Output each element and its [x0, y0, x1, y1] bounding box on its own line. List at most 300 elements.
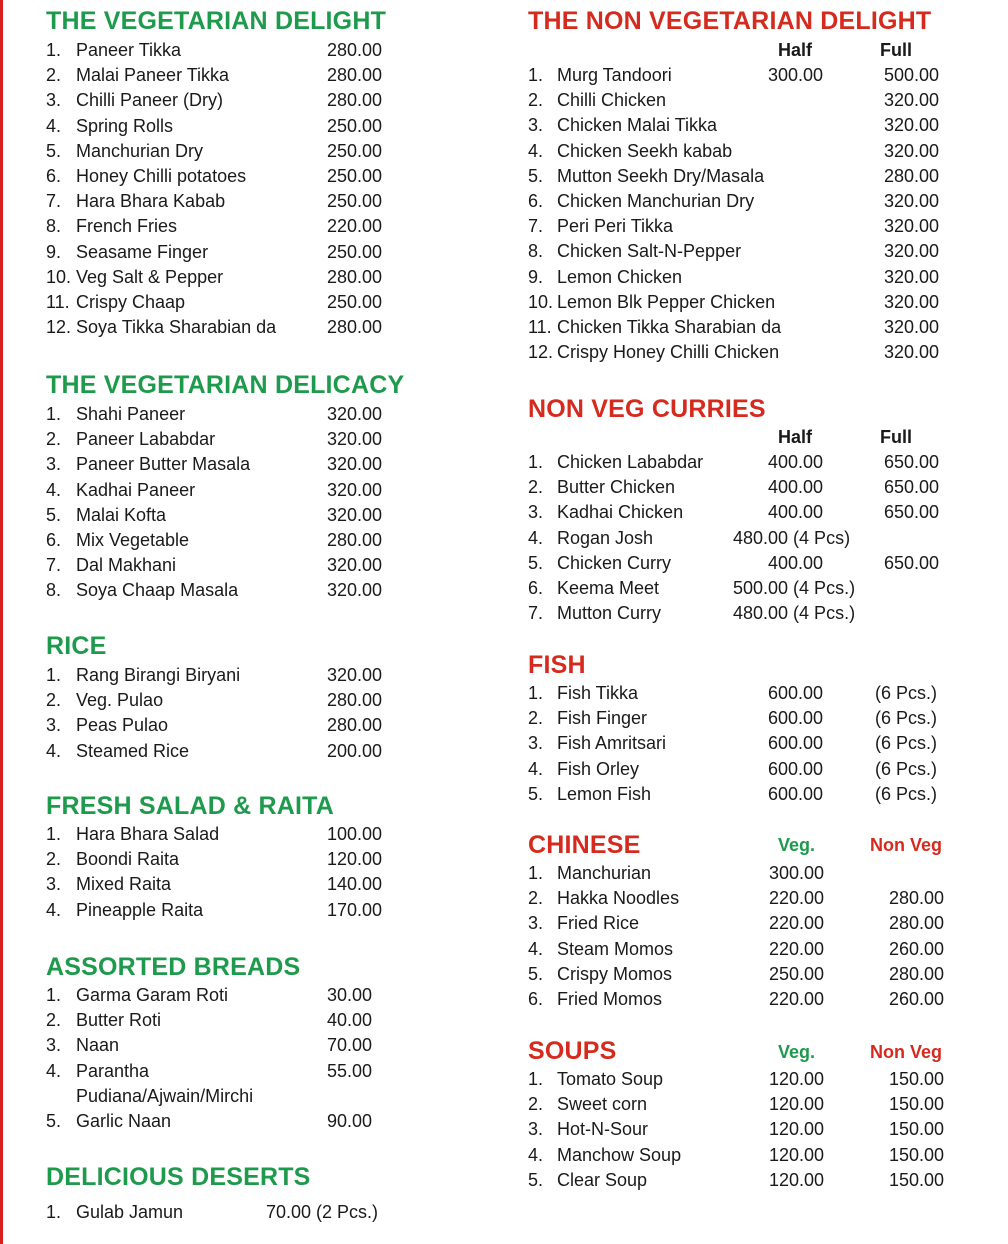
menu-item [528, 1143, 968, 1168]
menu-item [46, 528, 476, 553]
item-price-b: 650.00 [884, 452, 940, 472]
item-name: Crispy Chaap [76, 292, 186, 312]
item-price-b: 150.00 [889, 1119, 945, 1140]
item-name: Fried Rice [557, 913, 640, 934]
item-name: Chicken Salt-N-Pepper [557, 241, 742, 262]
item-number: 8. [528, 241, 544, 262]
item-price: 320.00 [327, 665, 383, 685]
menu-item [46, 63, 476, 88]
item-price: 250.00 [327, 191, 383, 212]
item-price-a: 400.00 [768, 552, 824, 573]
item-price-b: 260.00 [889, 989, 945, 1009]
item-price-b: 320.00 [884, 317, 940, 337]
item-price-a: 400.00 [768, 502, 824, 523]
menu-item [528, 189, 968, 214]
item-price: 220.00 [327, 216, 383, 237]
item-name: Paneer Butter Masala [76, 454, 251, 475]
item-price-b: 320.00 [884, 191, 940, 211]
item-number: 1. [528, 683, 544, 703]
item-price: 320.00 [327, 404, 383, 424]
menu-item [46, 983, 476, 1008]
item-name: Steamed Rice [76, 740, 190, 761]
item-name: Mutton Seekh Dry/Masala [557, 165, 765, 186]
menu-item [46, 1008, 476, 1033]
menu-item [46, 663, 476, 688]
item-name: Boondi Raita [76, 849, 180, 870]
item-number: 3. [46, 90, 62, 111]
item-price: 30.00 [327, 985, 373, 1005]
menu-item [46, 688, 476, 713]
item-number: 1. [528, 65, 544, 85]
item-number: 2. [46, 65, 62, 86]
menu-item [528, 861, 968, 886]
item-number: 4. [528, 938, 544, 959]
item-price: 280.00 [327, 266, 383, 287]
item-price: 200.00 [327, 740, 383, 761]
section-title: SOUPS [528, 1037, 617, 1065]
item-name: Mixed Raita [76, 874, 172, 895]
item-number: 12. [528, 342, 554, 363]
item-price: 250.00 [327, 166, 383, 186]
item-price-a: 220.00 [769, 888, 825, 909]
item-name: Garlic Naan [76, 1111, 172, 1131]
menu-item [46, 503, 476, 528]
item-price-b: (6 Pcs.) [875, 783, 938, 804]
menu-item [528, 526, 968, 551]
item-price-a: 300.00 [768, 65, 824, 85]
item-price-b: (6 Pcs.) [875, 733, 938, 754]
item-price: 250.00 [327, 115, 383, 136]
item-number: 2. [528, 708, 544, 729]
menu-item [528, 987, 968, 1012]
menu-item [528, 911, 968, 936]
menu-item [528, 500, 968, 525]
item-name: Mutton Curry [557, 603, 662, 624]
menu-item [46, 713, 476, 738]
item-price: 250.00 [327, 292, 383, 312]
menu-item [528, 290, 968, 315]
section-title: FRESH SALAD & RAITA [46, 792, 335, 820]
menu-item [528, 886, 968, 911]
section-title: THE VEGETARIAN DELIGHT [46, 7, 387, 35]
item-price: 55.00 [327, 1060, 373, 1081]
item-price-b: 650.00 [884, 477, 940, 498]
item-number: 8. [46, 580, 62, 601]
item-number: 7. [46, 191, 62, 212]
column-header-a: Half [778, 40, 813, 60]
column-header-a: Veg. [778, 1042, 816, 1062]
item-name: Chicken Lababdar [557, 452, 704, 472]
item-name: Pudiana/Ajwain/Mirchi [76, 1085, 254, 1106]
item-name: Hakka Noodles [557, 888, 680, 909]
item-name: Veg. Pulao [76, 690, 164, 711]
item-name: Lemon Fish [557, 783, 652, 804]
menu-item [46, 822, 476, 847]
item-number: 5. [46, 1111, 62, 1131]
item-name: Fish Finger [557, 708, 648, 729]
item-name: Chicken Malai Tikka [557, 115, 718, 136]
item-price: 280.00 [327, 317, 383, 338]
item-name: Seasame Finger [76, 241, 209, 262]
menu-item [528, 315, 968, 340]
item-number: 7. [46, 555, 62, 576]
item-price-b: 260.00 [889, 938, 945, 959]
item-price-a: 220.00 [769, 913, 825, 934]
item-number: 5. [528, 963, 544, 984]
item-number: 3. [46, 874, 62, 895]
menu-item [528, 450, 968, 475]
menu-item [528, 1117, 968, 1142]
item-number: 2. [46, 690, 62, 711]
item-price: 120.00 [327, 849, 383, 870]
item-number: 1. [528, 452, 544, 472]
menu-item [528, 139, 968, 164]
menu-item [46, 189, 476, 214]
menu-item [528, 731, 968, 756]
item-name: Rogan Josh [557, 527, 654, 548]
menu-item [46, 427, 476, 452]
item-name: Keema Meet [557, 578, 660, 598]
item-price-b: 650.00 [884, 502, 940, 523]
item-number: 9. [528, 266, 544, 287]
menu-item [46, 214, 476, 239]
item-number: 3. [528, 1119, 544, 1140]
item-price-a: 120.00 [769, 1069, 825, 1089]
item-number: 5. [528, 1169, 544, 1190]
item-price: 320.00 [327, 555, 383, 576]
menu-item [528, 88, 968, 113]
section-title: NON VEG CURRIES [528, 395, 766, 423]
item-name: Sweet corn [557, 1094, 648, 1115]
item-number: 3. [46, 715, 62, 736]
item-name: Paneer Tikka [76, 40, 182, 60]
item-name: Hara Bhara Kabab [76, 191, 226, 212]
menu-item [528, 340, 968, 365]
menu-item [528, 265, 968, 290]
item-number: 1. [46, 404, 62, 424]
item-name: Fish Orley [557, 758, 640, 779]
item-price: 280.00 [327, 40, 383, 60]
menu-item [46, 872, 476, 897]
item-name: Chicken Manchurian Dry [557, 191, 755, 211]
item-price-b: 320.00 [884, 266, 940, 287]
item-name: Butter Roti [76, 1010, 162, 1031]
item-price-b: 320.00 [884, 216, 940, 237]
menu-item [528, 1168, 968, 1193]
menu-item [46, 578, 476, 603]
menu-item [528, 551, 968, 576]
item-price: 70.00 (2 Pcs.) [266, 1202, 379, 1222]
item-name: Mix Vegetable [76, 530, 190, 550]
menu-item [46, 1059, 476, 1084]
item-price: 280.00 [327, 690, 383, 711]
item-number: 3. [528, 913, 544, 934]
menu-item [528, 962, 968, 987]
item-number: 8. [46, 216, 62, 237]
item-name: Manchow Soup [557, 1144, 682, 1165]
column-header-b: Non Veg [870, 1042, 943, 1062]
item-number: 2. [46, 1010, 62, 1031]
item-name: Soya Chaap Masala [76, 580, 239, 601]
item-price: 90.00 [327, 1111, 373, 1131]
menu-item [46, 1200, 476, 1225]
item-price: 280.00 [327, 715, 383, 736]
item-number: 3. [46, 1035, 62, 1056]
item-price-a: 120.00 [769, 1094, 825, 1115]
menu-item [46, 290, 476, 315]
item-name: Soya Tikka Sharabian da [76, 317, 277, 338]
column-header-b: Full [880, 40, 912, 60]
menu-item [528, 757, 968, 782]
menu-item [528, 576, 968, 601]
item-number: 3. [528, 733, 544, 754]
item-price: 250.00 [327, 241, 383, 262]
item-name: Manchurian Dry [76, 140, 204, 161]
column-header-b: Non Veg [870, 835, 943, 855]
menu-item [46, 88, 476, 113]
menu-item [46, 898, 476, 923]
item-name: Peri Peri Tikka [557, 216, 674, 237]
item-price-b: (6 Pcs.) [875, 758, 938, 779]
item-number: 5. [528, 552, 544, 573]
item-price-a: 480.00 (4 Pcs) [733, 527, 851, 548]
item-name: Chilli Paneer (Dry) [76, 90, 224, 111]
item-name: Lemon Chicken [557, 266, 683, 287]
item-number: 1. [528, 863, 544, 883]
menu-item [46, 739, 476, 764]
item-price-b: 150.00 [889, 1069, 945, 1089]
item-price-b: 280.00 [889, 963, 945, 984]
item-name: Steam Momos [557, 938, 674, 959]
item-number: 6. [46, 166, 62, 186]
item-number: 3. [46, 454, 62, 475]
menu-item [46, 1084, 476, 1109]
item-number: 4. [46, 899, 62, 920]
item-price: 320.00 [327, 479, 383, 500]
item-number: 2. [528, 888, 544, 909]
item-price: 140.00 [327, 874, 383, 895]
item-price: 40.00 [327, 1010, 373, 1031]
item-price-a: 220.00 [769, 989, 825, 1009]
item-name: Gulab Jamun [76, 1202, 184, 1222]
item-name: Chilli Chicken [557, 90, 667, 111]
menu-item [46, 1109, 476, 1134]
item-name: Shahi Paneer [76, 404, 186, 424]
menu-item [46, 265, 476, 290]
item-number: 11. [528, 317, 552, 337]
item-name: Chicken Seekh kabab [557, 140, 733, 161]
item-price: 320.00 [327, 454, 383, 475]
section-title: THE NON VEGETARIAN DELIGHT [528, 7, 932, 35]
item-price: 280.00 [327, 530, 383, 550]
menu-item [528, 1067, 968, 1092]
item-name: Peas Pulao [76, 715, 169, 736]
section-title: CHINESE [528, 831, 641, 859]
item-name: Rang Birangi Biryani [76, 665, 241, 685]
item-number: 1. [528, 1069, 544, 1089]
item-number: 4. [528, 758, 544, 779]
item-price: 280.00 [327, 90, 383, 111]
item-number: 2. [528, 1094, 544, 1115]
item-price-a: 400.00 [768, 477, 824, 498]
item-number: 5. [46, 140, 62, 161]
item-price-b: 280.00 [884, 165, 940, 186]
item-name: Pineapple Raita [76, 899, 204, 920]
item-number: 6. [46, 530, 62, 550]
item-price-b: 320.00 [884, 291, 940, 312]
menu-item [46, 240, 476, 265]
item-name: Butter Chicken [557, 477, 676, 498]
item-number: 2. [46, 429, 62, 450]
item-number: 11. [46, 292, 70, 312]
item-number: 2. [528, 90, 544, 111]
item-name: Parantha [76, 1060, 150, 1081]
item-price-b: (6 Pcs.) [875, 708, 938, 729]
item-name: Fish Amritsari [557, 733, 667, 754]
item-price: 320.00 [327, 580, 383, 601]
item-name: Honey Chilli potatoes [76, 166, 247, 186]
menu-item [528, 681, 968, 706]
item-name: Chicken Curry [557, 552, 672, 573]
item-price: 70.00 [327, 1035, 373, 1056]
item-name: Murg Tandoori [557, 65, 672, 85]
section-title: FISH [528, 651, 586, 679]
left-edge-divider [0, 0, 3, 1244]
item-name: Hot-N-Sour [557, 1119, 649, 1140]
item-name: Paneer Lababdar [76, 429, 216, 450]
item-name: Tomato Soup [557, 1069, 664, 1089]
menu-item [528, 937, 968, 962]
item-price: 320.00 [327, 429, 383, 450]
item-number: 7. [528, 603, 544, 624]
item-name: Naan [76, 1035, 120, 1056]
section-title: DELICIOUS DESERTS [46, 1163, 311, 1191]
item-number: 5. [528, 783, 544, 804]
item-number: 1. [46, 985, 62, 1005]
item-price-a: 480.00 (4 Pcs.) [733, 603, 856, 624]
item-number: 4. [46, 740, 62, 761]
menu-item [46, 1033, 476, 1058]
item-price-a: 120.00 [769, 1169, 825, 1190]
item-name: Veg Salt & Pepper [76, 266, 224, 287]
item-name: Kadhai Paneer [76, 479, 196, 500]
menu-item [46, 553, 476, 578]
menu-item [46, 478, 476, 503]
item-price-b: 320.00 [884, 115, 940, 136]
item-number: 4. [528, 140, 544, 161]
menu-item [528, 164, 968, 189]
item-number: 6. [528, 578, 544, 598]
item-price: 280.00 [327, 65, 383, 86]
menu-item [528, 475, 968, 500]
item-price: 250.00 [327, 140, 383, 161]
item-number: 4. [46, 1060, 62, 1081]
menu-item [528, 782, 968, 807]
item-number: 4. [528, 527, 544, 548]
item-price-b: 150.00 [889, 1169, 945, 1190]
item-number: 6. [528, 989, 544, 1009]
item-number: 5. [46, 504, 62, 525]
item-price-b: 500.00 [884, 65, 940, 85]
item-number: 9. [46, 241, 62, 262]
item-number: 1. [46, 40, 62, 60]
item-number: 4. [46, 479, 62, 500]
menu-item [46, 114, 476, 139]
item-price-b: 150.00 [889, 1144, 945, 1165]
item-price-a: 600.00 [768, 683, 824, 703]
menu-item [528, 601, 968, 626]
item-price-a: 600.00 [768, 783, 824, 804]
item-number: 6. [528, 191, 544, 211]
item-number: 3. [528, 502, 544, 523]
item-number: 5. [528, 165, 544, 186]
column-header-b: Full [880, 427, 912, 447]
menu-item [46, 402, 476, 427]
item-price: 100.00 [327, 824, 383, 844]
item-name: Garma Garam Roti [76, 985, 229, 1005]
item-price-a: 120.00 [769, 1119, 825, 1140]
menu-item [528, 706, 968, 731]
item-number: 1. [46, 1202, 62, 1222]
item-name: Dal Makhani [76, 555, 177, 576]
item-name: Spring Rolls [76, 115, 174, 136]
item-number: 1. [46, 665, 62, 685]
section-title: THE VEGETARIAN DELICACY [46, 371, 405, 399]
item-number: 12. [46, 317, 72, 338]
item-name: Fried Momos [557, 989, 663, 1009]
menu-item [46, 452, 476, 477]
item-price: 320.00 [327, 504, 383, 525]
item-price-b: 280.00 [889, 913, 945, 934]
item-number: 4. [46, 115, 62, 136]
item-number: 7. [528, 216, 544, 237]
item-price-b: (6 Pcs.) [875, 683, 938, 703]
item-price-a: 300.00 [769, 863, 825, 883]
item-name: Crispy Momos [557, 963, 673, 984]
item-price-b: 320.00 [884, 241, 940, 262]
item-name: Crispy Honey Chilli Chicken [557, 342, 780, 363]
item-number: 3. [528, 115, 544, 136]
item-name: Manchurian [557, 863, 652, 883]
item-number: 10. [46, 266, 72, 287]
item-price-b: 150.00 [889, 1094, 945, 1115]
item-price-a: 250.00 [769, 963, 825, 984]
menu-item [46, 164, 476, 189]
item-price-a: 600.00 [768, 708, 824, 729]
item-number: 2. [528, 477, 544, 498]
menu-item [528, 1092, 968, 1117]
item-price-b: 280.00 [889, 888, 945, 909]
item-name: Lemon Blk Pepper Chicken [557, 291, 776, 312]
menu-item [528, 239, 968, 264]
menu-item [528, 113, 968, 138]
menu-item [46, 38, 476, 63]
item-price-a: 400.00 [768, 452, 824, 472]
item-price-a: 220.00 [769, 938, 825, 959]
column-header-a: Veg. [778, 835, 816, 855]
item-name: Malai Kofta [76, 504, 167, 525]
item-price-b: 320.00 [884, 140, 940, 161]
menu-item [528, 214, 968, 239]
item-name: Clear Soup [557, 1169, 648, 1190]
item-name: Kadhai Chicken [557, 502, 684, 523]
item-price-a: 120.00 [769, 1144, 825, 1165]
item-price-a: 500.00 (4 Pcs.) [733, 578, 856, 598]
menu-item [528, 63, 968, 88]
item-price-a: 600.00 [768, 758, 824, 779]
item-price-b: 320.00 [884, 90, 940, 111]
item-number: 10. [528, 291, 554, 312]
